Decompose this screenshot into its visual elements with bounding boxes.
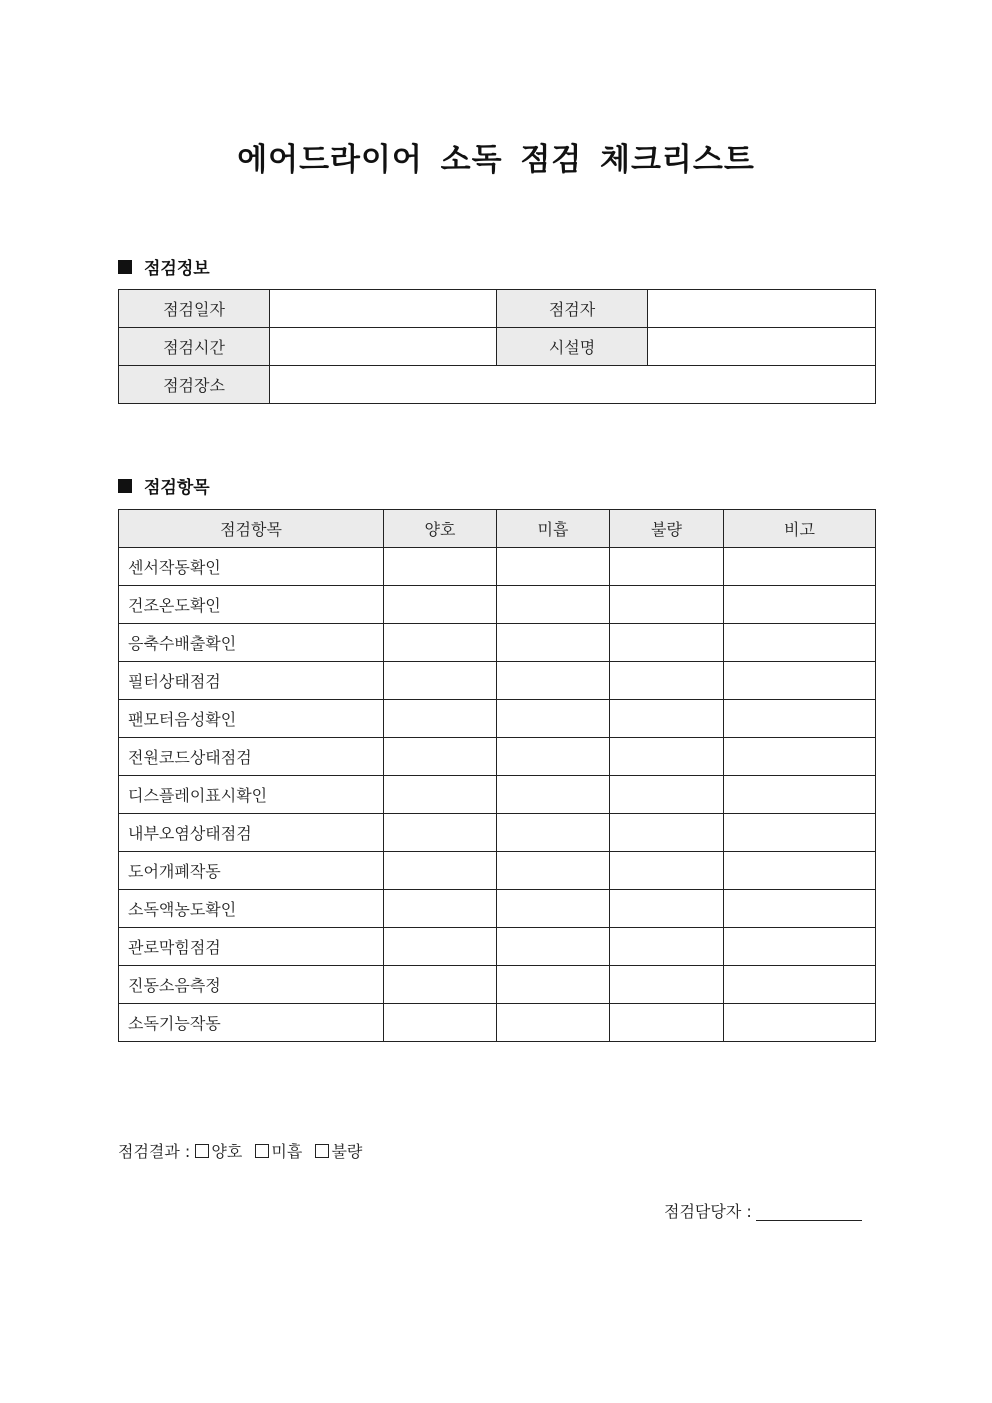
good-cell[interactable]	[384, 928, 497, 966]
remarks-cell[interactable]	[724, 700, 876, 738]
bad-cell[interactable]	[610, 662, 724, 700]
remarks-cell[interactable]	[724, 776, 876, 814]
remarks-cell[interactable]	[724, 1004, 876, 1042]
good-cell[interactable]	[384, 738, 497, 776]
item-name: 소독기능작동	[119, 1004, 384, 1042]
good-cell[interactable]	[384, 700, 497, 738]
inspection-result	[118, 1139, 362, 1162]
insufficient-cell[interactable]	[497, 624, 610, 662]
insufficient-cell[interactable]	[497, 738, 610, 776]
insufficient-cell[interactable]	[497, 662, 610, 700]
item-name: 도어개폐작동	[119, 852, 384, 890]
result-good-label: 양호	[211, 1142, 243, 1161]
signature-line-field[interactable]	[756, 1206, 862, 1221]
item-name: 전원코드상태점검	[119, 738, 384, 776]
good-cell[interactable]	[384, 586, 497, 624]
good-cell[interactable]	[384, 548, 497, 586]
date-field[interactable]	[270, 290, 497, 328]
remarks-cell[interactable]	[724, 890, 876, 928]
result-bad-checkbox[interactable]	[315, 1144, 329, 1158]
item-name: 센서작동확인	[119, 548, 384, 586]
item-name: 팬모터음성확인	[119, 700, 384, 738]
result-bad-label: 불량	[331, 1142, 363, 1161]
good-cell[interactable]	[384, 966, 497, 1004]
table-row	[119, 776, 876, 814]
item-name: 관로막힘점검	[119, 928, 384, 966]
item-name: 진동소음측정	[119, 966, 384, 1004]
insufficient-cell[interactable]	[497, 776, 610, 814]
good-cell[interactable]	[384, 776, 497, 814]
signature-block	[664, 1199, 862, 1222]
insufficient-cell[interactable]	[497, 1004, 610, 1042]
col-header-good: 양호	[384, 510, 497, 548]
info-section-heading	[118, 254, 210, 279]
insufficient-cell[interactable]	[497, 700, 610, 738]
bad-cell[interactable]	[610, 852, 724, 890]
insufficient-cell[interactable]	[497, 928, 610, 966]
good-cell[interactable]	[384, 852, 497, 890]
good-cell[interactable]	[384, 814, 497, 852]
info-row	[119, 290, 876, 328]
insufficient-cell[interactable]	[497, 890, 610, 928]
table-row	[119, 624, 876, 662]
table-row	[119, 928, 876, 966]
insufficient-cell[interactable]	[497, 966, 610, 1004]
table-row	[119, 700, 876, 738]
bad-cell[interactable]	[610, 738, 724, 776]
bad-cell[interactable]	[610, 586, 724, 624]
table-row	[119, 852, 876, 890]
inspector-field[interactable]	[648, 290, 876, 328]
square-bullet-icon	[118, 479, 132, 493]
insufficient-cell[interactable]	[497, 814, 610, 852]
col-header-bad: 불량	[610, 510, 724, 548]
remarks-cell[interactable]	[724, 624, 876, 662]
item-name: 응축수배출확인	[119, 624, 384, 662]
table-row	[119, 738, 876, 776]
bad-cell[interactable]	[610, 776, 724, 814]
table-row	[119, 548, 876, 586]
good-cell[interactable]	[384, 624, 497, 662]
facility-label: 시설명	[497, 328, 648, 366]
info-row	[119, 366, 876, 404]
table-row	[119, 966, 876, 1004]
info-heading-text: 점검정보	[144, 259, 210, 279]
table-row	[119, 890, 876, 928]
good-cell[interactable]	[384, 890, 497, 928]
result-label: 점검결과 :	[118, 1142, 191, 1161]
item-name: 소독액농도확인	[119, 890, 384, 928]
insufficient-cell[interactable]	[497, 852, 610, 890]
checklist-header-row	[119, 510, 876, 548]
table-row	[119, 662, 876, 700]
document-title: 에어드라이어 소독 점검 체크리스트	[237, 142, 755, 178]
inspector-label: 점검자	[497, 290, 648, 328]
remarks-cell[interactable]	[724, 852, 876, 890]
insufficient-cell[interactable]	[497, 586, 610, 624]
remarks-cell[interactable]	[724, 966, 876, 1004]
remarks-cell[interactable]	[724, 928, 876, 966]
date-label: 점검일자	[119, 290, 270, 328]
result-good-checkbox[interactable]	[195, 1144, 209, 1158]
good-cell[interactable]	[384, 1004, 497, 1042]
info-row	[119, 328, 876, 366]
bad-cell[interactable]	[610, 1004, 724, 1042]
info-table	[118, 289, 876, 404]
item-name: 필터상태점검	[119, 662, 384, 700]
table-row	[119, 586, 876, 624]
col-header-insufficient: 미흡	[497, 510, 610, 548]
time-label: 점검시간	[119, 328, 270, 366]
square-bullet-icon	[118, 260, 132, 274]
good-cell[interactable]	[384, 662, 497, 700]
remarks-cell[interactable]	[724, 738, 876, 776]
result-insufficient-checkbox[interactable]	[255, 1144, 269, 1158]
col-header-remarks: 비고	[724, 510, 876, 548]
bad-cell[interactable]	[610, 928, 724, 966]
signature-label: 점검담당자 :	[664, 1202, 752, 1221]
remarks-cell[interactable]	[724, 586, 876, 624]
items-section-heading	[118, 473, 210, 498]
bad-cell[interactable]	[610, 624, 724, 662]
item-name: 건조온도확인	[119, 586, 384, 624]
table-row	[119, 1004, 876, 1042]
bad-cell[interactable]	[610, 814, 724, 852]
bad-cell[interactable]	[610, 890, 724, 928]
items-heading-text: 점검항목	[144, 478, 210, 498]
item-name: 내부오염상태점검	[119, 814, 384, 852]
remarks-cell[interactable]	[724, 662, 876, 700]
bad-cell[interactable]	[610, 966, 724, 1004]
table-row	[119, 814, 876, 852]
location-label: 점검장소	[119, 366, 270, 404]
location-field[interactable]	[270, 366, 876, 404]
facility-field[interactable]	[648, 328, 876, 366]
checklist-table	[118, 509, 876, 1042]
bad-cell[interactable]	[610, 548, 724, 586]
item-name: 디스플레이표시확인	[119, 776, 384, 814]
result-insufficient-label: 미흡	[271, 1142, 303, 1161]
insufficient-cell[interactable]	[497, 548, 610, 586]
time-field[interactable]	[270, 328, 497, 366]
remarks-cell[interactable]	[724, 814, 876, 852]
bad-cell[interactable]	[610, 700, 724, 738]
remarks-cell[interactable]	[724, 548, 876, 586]
col-header-item: 점검항목	[119, 510, 384, 548]
